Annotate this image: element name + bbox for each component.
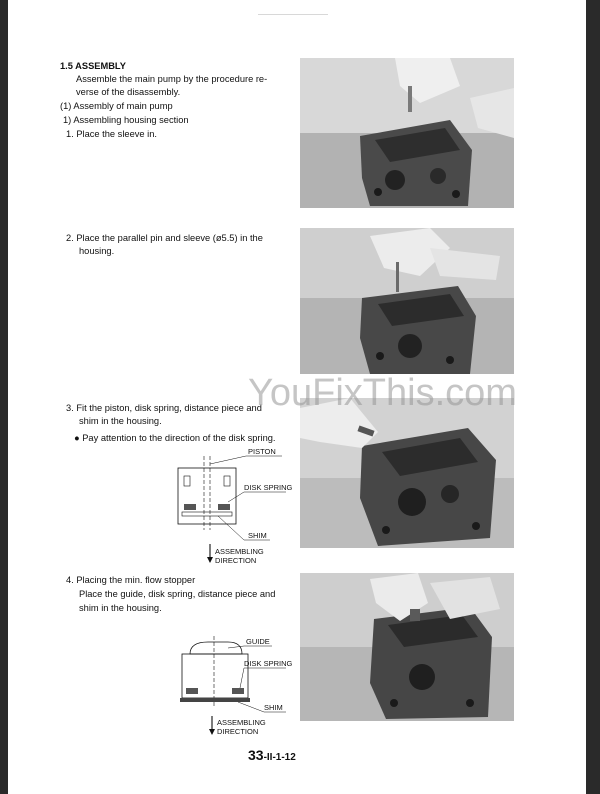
step-3-note-text: Pay attention to the direction of the disk spring. — [82, 433, 276, 443]
step-2-text-line1: 2. Place the parallel pin and sleeve (ø5.5) in the — [66, 233, 263, 243]
photo-sleeve-install — [300, 58, 514, 208]
subsection-main-pump: (1) Assembly of main pump — [60, 101, 173, 111]
step-4-text-line3: shim in the housing. — [79, 603, 162, 613]
arrow-down-icon — [207, 557, 213, 563]
diagram2-label-shim: SHIM — [264, 703, 283, 712]
photo-piston-fit — [300, 398, 514, 548]
diagram1-arrow-label-1: ASSEMBLING — [215, 547, 264, 556]
step-3-text-line2: shim in the housing. — [79, 416, 162, 426]
step-1-text: 1. Place the sleeve in. — [66, 129, 157, 139]
photo-flow-stopper — [300, 573, 514, 721]
diagram1-label-shim: SHIM — [248, 531, 267, 540]
page-number — [248, 747, 296, 763]
diagram1-label-piston: PISTON — [248, 447, 276, 456]
diagram2-arrow-label-2: DIRECTION — [217, 727, 259, 736]
diagram1-arrow-label-2: DIRECTION — [215, 556, 257, 565]
diagram1-label-disk-spring: DISK SPRING — [244, 483, 293, 492]
step-3-note — [74, 431, 276, 445]
diagram2-label-disk-spring: DISK SPRING — [244, 659, 293, 668]
subsection-housing: 1) Assembling housing section — [63, 115, 189, 125]
page-number-suffix: -II-1-12 — [263, 752, 296, 763]
diagram-guide-disk-spring — [168, 636, 298, 738]
intro-text-line1: Assemble the main pump by the procedure re- — [76, 74, 268, 84]
step-4-text-line1: 4. Placing the min. flow stopper — [66, 575, 196, 585]
page-number-main: 33 — [248, 747, 264, 763]
step-3-text-line1: 3. Fit the piston, disk spring, distance piece and — [66, 403, 262, 413]
section-heading: 1.5 ASSEMBLY — [60, 61, 126, 71]
intro-text-line2: verse of the disassembly. — [76, 87, 181, 97]
diagram2-arrow-label-1: ASSEMBLING — [217, 718, 266, 727]
photo-parallel-pin — [300, 228, 514, 374]
arrow-down-icon — [209, 729, 215, 735]
diagram-piston-disk-spring — [158, 446, 293, 566]
bullet-icon: ● — [74, 433, 80, 443]
watermark: YouFixThis.com — [248, 372, 517, 414]
step-2-text-line2: housing. — [79, 246, 115, 256]
step-4-text-line2: Place the guide, disk spring, distance piece and — [79, 589, 276, 599]
top-rule — [258, 14, 328, 15]
diagram2-label-guide: GUIDE — [246, 637, 270, 646]
